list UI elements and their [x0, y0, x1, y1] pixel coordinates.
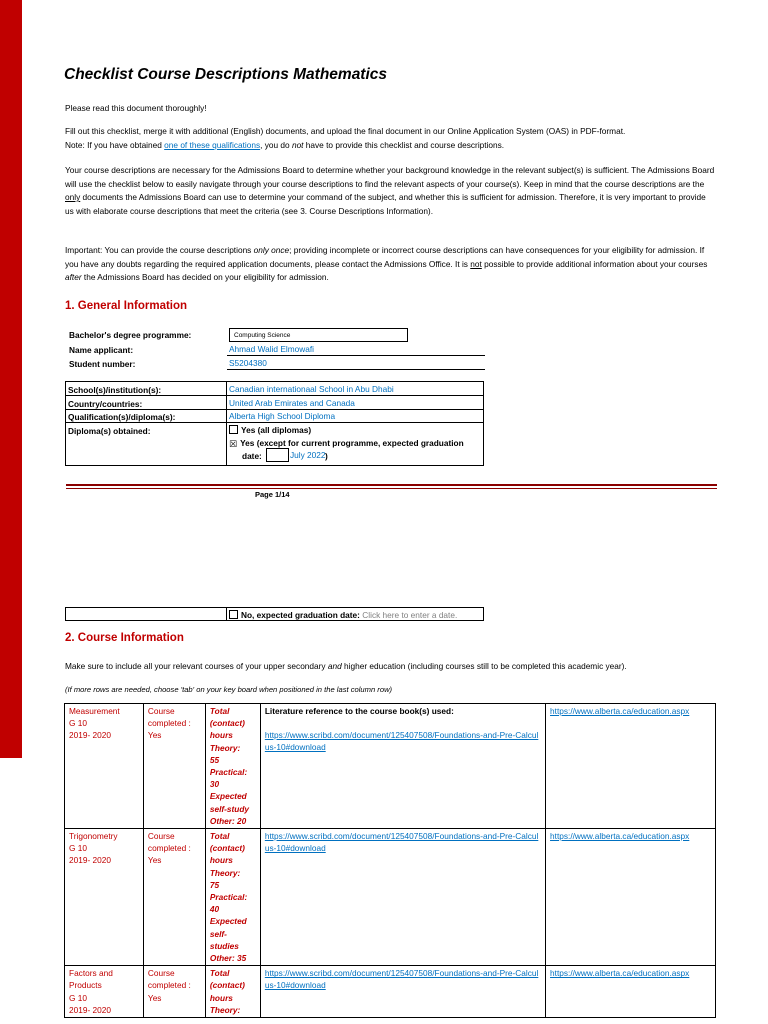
course-cell-line: Course — [147, 968, 175, 979]
literature-link[interactable]: https://www.scribd.com/document/125407508/Foundations-and-Pre-Calculus-10#download — [264, 968, 539, 991]
course-cell-line: Course — [147, 706, 175, 716]
course-cell-line: 2019- 2020 — [69, 1004, 111, 1015]
checked-checkbox-icon[interactable]: ☒ — [229, 439, 238, 449]
course-name-cell[interactable] — [65, 704, 144, 829]
date-input-box[interactable] — [266, 448, 289, 462]
course-cell-line: hours — [209, 730, 233, 741]
decorative-red-bar — [0, 0, 22, 758]
course-hours-cell[interactable] — [205, 966, 260, 1018]
school-label: School(s)/institution(s): — [68, 385, 162, 395]
course-status-cell[interactable] — [143, 829, 205, 966]
course-cell-line: Course — [147, 831, 175, 842]
no-graduation-option[interactable]: No, expected graduation date: Click here to enter a date. — [229, 610, 457, 620]
course-cell-line: Products — [69, 980, 102, 991]
course-cell-line: completed : — [147, 843, 191, 854]
course-cell-line: Theory: — [209, 867, 241, 878]
course-row — [65, 829, 716, 966]
qualifications-link[interactable]: one of these qualifications — [164, 139, 261, 150]
programme-field[interactable]: Computing Science — [229, 328, 408, 342]
graduation-date-value[interactable]: July 2022 — [290, 450, 326, 460]
course-cell-line: completed : — [147, 718, 191, 729]
read-thoroughly-text: Please read this document thoroughly! — [65, 103, 207, 113]
literature-cell[interactable] — [260, 704, 545, 829]
course-cell-line: Other: 20 — [209, 815, 247, 826]
course-cell-line: Trigonometry — [69, 831, 118, 842]
student-number-label: Student number: — [69, 359, 136, 369]
qualification-field[interactable]: Alberta High School Diploma — [229, 411, 336, 421]
course-cell-line: Yes — [147, 992, 162, 1003]
name-label: Name applicant: — [69, 345, 134, 355]
course-cell-line: 75 — [209, 879, 220, 890]
table-row-line — [65, 409, 484, 410]
course-row — [65, 704, 716, 829]
course-cell-line: (contact) — [209, 718, 245, 729]
literature-link[interactable]: https://www.scribd.com/document/125407508/Foundations-and-Pre-Calculus-10#download — [264, 730, 539, 753]
note-text: Note: If you have obtained one of these qualifications, you do not have to provide this checklist and course descriptions. — [65, 139, 505, 150]
course-cell-line: self- — [209, 928, 227, 939]
course-cell-line: 2019- 2020 — [69, 855, 111, 866]
course-cell-line: Theory: — [209, 1004, 241, 1015]
footer-rule-thin — [66, 488, 717, 489]
table-row-line — [65, 395, 484, 396]
course-instruction: Make sure to include all your relevant courses of your upper secondary and higher education (including courses still to be completed this academic year). — [65, 661, 627, 671]
education-website-link[interactable]: https://www.alberta.ca/education.aspx — [550, 968, 690, 979]
course-cell-line: Theory: — [209, 742, 241, 753]
student-number-field[interactable]: S5204380 — [229, 358, 267, 368]
country-field[interactable]: United Arab Emirates and Canada — [229, 398, 355, 408]
name-field[interactable]: Ahmad Walid Elmowafi — [229, 344, 314, 354]
website-cell[interactable] — [546, 829, 716, 966]
course-cell-line: 30 — [209, 779, 220, 790]
diploma-label: Diploma(s) obtained: — [68, 426, 151, 436]
table-row-line — [65, 422, 484, 423]
checkbox-icon[interactable] — [229, 610, 238, 619]
table-divider — [226, 381, 227, 466]
course-descriptions-paragraph: Your course descriptions are necessary for the Admissions Board to determine whether your background knowledge in the relevant subject(s) is sufficient. The Admissions Board will use the checklist below to easily navigate through your course descriptions to find the relevant aspects of your course(s). Keep in mind that the course descriptions are the only documents the Admissions Board can use to determine your command of the subject, and whether this is sufficient for admission. Therefore, it is very important to provide us with elaborate course descriptions that meet the criteria (see 3. Course Descriptions Information). — [65, 165, 715, 216]
checkbox-icon[interactable] — [229, 425, 238, 434]
course-name-cell[interactable] — [65, 966, 144, 1018]
course-cell-line: Measurement — [69, 706, 120, 716]
education-website-link[interactable]: https://www.alberta.ca/education.aspx — [550, 831, 690, 842]
course-cell-line: Yes — [147, 855, 162, 866]
course-cell-line: studies — [209, 940, 239, 951]
course-table — [64, 703, 716, 1018]
course-status-cell[interactable] — [143, 704, 205, 829]
literature-label: Literature reference to the course book(s) used: — [264, 706, 454, 716]
course-cell-line: Practical: — [209, 767, 248, 778]
page-number: Page 1/14 — [255, 490, 290, 499]
course-cell-line: self-study — [209, 803, 250, 814]
course-status-cell[interactable] — [143, 966, 205, 1018]
course-name-cell[interactable] — [65, 829, 144, 966]
course-row — [65, 966, 716, 1018]
page-title: Checklist Course Descriptions Mathematics — [64, 66, 388, 83]
course-cell-line: Expected — [209, 791, 247, 802]
programme-label: Bachelor's degree programme: — [69, 330, 192, 340]
school-field[interactable]: Canadian internationaal School in Abu Dhabi — [229, 384, 394, 394]
literature-link[interactable]: https://www.scribd.com/document/125407508/Foundations-and-Pre-Calculus-10#download — [264, 831, 539, 854]
course-cell-line: G 10 — [69, 843, 87, 854]
course-cell-line: 55 — [209, 754, 220, 765]
course-cell-line: Other: 35 — [209, 953, 247, 964]
yes-all-option[interactable]: Yes (all diplomas) — [229, 425, 311, 435]
website-cell[interactable] — [546, 704, 716, 829]
date-placeholder[interactable]: Click here to enter a date. — [362, 610, 458, 620]
course-cell-line: Practical: — [209, 892, 248, 903]
tab-hint: (If more rows are needed, choose 'tab' on your key board when positioned in the last column row) — [65, 685, 393, 694]
course-cell-line: (contact) — [209, 980, 245, 991]
course-cell-line: Total — [209, 831, 230, 842]
education-website-link[interactable]: https://www.alberta.ca/education.aspx — [550, 706, 690, 716]
literature-cell[interactable] — [260, 829, 545, 966]
instructions-paragraph — [65, 125, 715, 152]
graduation-date-label: date: — [242, 451, 262, 461]
course-cell-line: Yes — [147, 730, 162, 741]
course-cell-line: G 10 — [69, 718, 87, 729]
general-information-heading: 1. General Information — [65, 300, 188, 312]
course-cell-line: (contact) — [209, 843, 245, 854]
course-cell-line: hours — [209, 992, 233, 1003]
course-cell-line: hours — [209, 855, 233, 866]
course-cell-line: Expected — [209, 916, 247, 927]
student-number-underline — [227, 369, 485, 370]
footer-rule — [66, 484, 717, 486]
fill-out-text: Fill out this checklist, merge it with additional (English) documents, and upload the final document in our Online Application System (OAS) in PDF-format. — [65, 126, 626, 136]
course-cell-line: completed : — [147, 980, 191, 991]
date-close-paren: ) — [325, 451, 328, 461]
row-divider — [226, 607, 227, 621]
course-cell-line: 2019- 2020 — [69, 730, 111, 741]
country-label: Country/countries: — [68, 399, 143, 409]
course-cell-line: Total — [209, 968, 230, 979]
literature-cell[interactable] — [260, 966, 545, 1018]
course-cell-line: Factors and — [69, 968, 113, 979]
name-underline — [227, 355, 485, 356]
course-hours-cell[interactable] — [205, 704, 260, 829]
course-cell-line: Total — [209, 706, 230, 716]
course-cell-line: 40 — [209, 904, 220, 915]
important-paragraph: Important: You can provide the course descriptions only once; providing incomplete or incorrect course descriptions can have consequences for your eligibility for admission. If you have any doubts regarding the required application documents, please contact the Admissions Office. It is not possible to provide additional information about your courses after the Admissions Board has decided on your eligibility for admission. — [65, 245, 708, 282]
course-hours-cell[interactable] — [205, 829, 260, 966]
website-cell[interactable] — [546, 966, 716, 1018]
course-information-heading: 2. Course Information — [65, 632, 184, 644]
qualification-label: Qualification(s)/diploma(s): — [68, 412, 176, 422]
course-cell-line: G 10 — [69, 992, 87, 1003]
yes-except-option[interactable]: ☒ Yes (except for current programme, expected graduation — [229, 438, 464, 449]
